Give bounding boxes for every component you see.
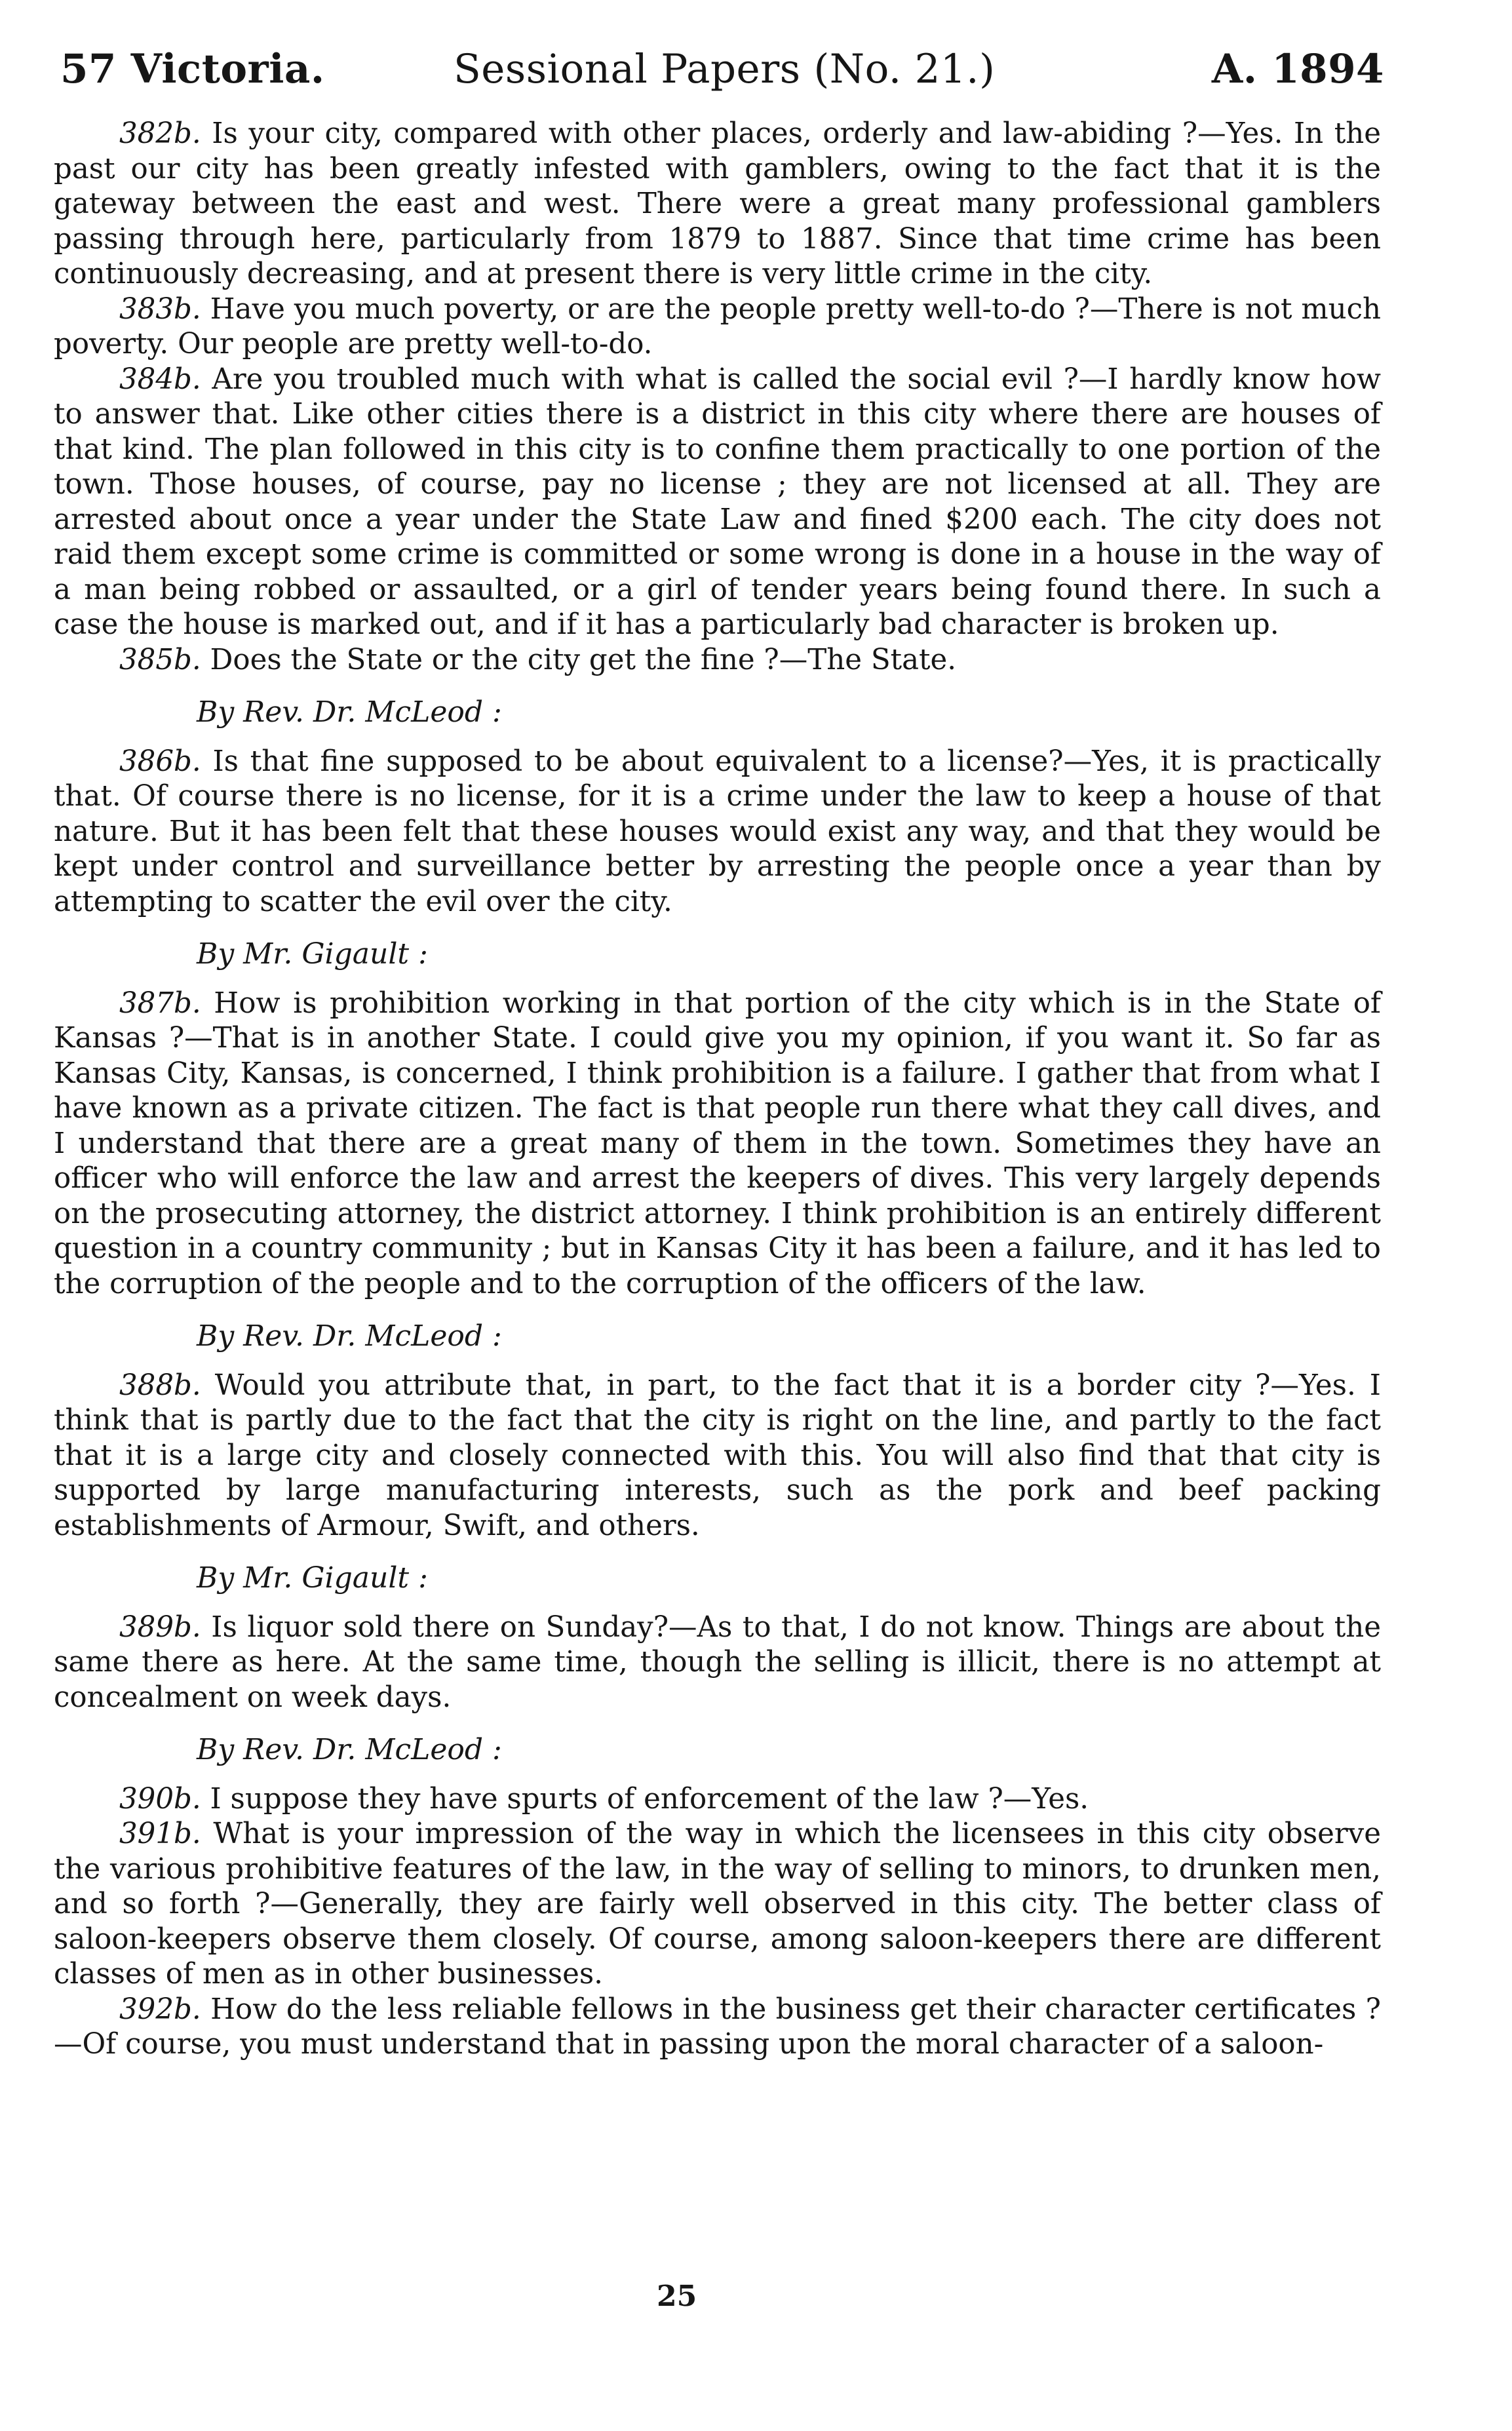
question-text: I suppose they have spurts of enforcement of the law ?—Yes. [201,1782,1089,1816]
document-page [47,39,1384,2399]
question-paragraph [54,745,1381,920]
question-number: 387b. [119,986,201,1020]
question-paragraph [54,362,1381,643]
question-number: 390b. [119,1782,201,1816]
question-paragraph [54,643,1381,678]
question-paragraph [54,1817,1381,1993]
speaker-heading: By Rev. Dr. McLeod : [197,695,502,729]
header-regnal-year: 57 Victoria. [60,46,325,92]
question-number: 386b. [119,745,201,778]
question-paragraph [54,117,1381,292]
running-header [47,39,1384,111]
question-paragraph [54,1993,1381,2063]
speaker-heading: By Mr. Gigault : [197,1561,428,1595]
question-text: Is liquor sold there on Sunday?—As to that, I do not know. Things are about the same there as here. At the same time, though the selling is illicit, there is no attempt at concealment on week days. [54,1610,1381,1714]
header-year: A. 1894 [1211,46,1384,92]
question-text: How is prohibition working in that portion of the city which is in the State of Kansas ?—That is in another State. I could give you my opinion, if you want it. So far as Kansas City, Kansas, is concerned, I think prohibition is a failure. I gather that from what I have known as a private citizen. The fact is that people run there what they call dives, and I understand that there are a great many of them in the town. Sometimes they have an officer who will enforce the law and arrest the keepers of dives. This very largely depends on the prosecuting attorney, the district attorney. I think prohibition is an entirely different question in a country community ; but in Kansas City it has been a failure, and it has led to the corruption of the people and to the corruption of the officers of the law. [54,986,1381,1300]
question-text: Are you troubled much with what is called the social evil ?—I hardly know how to answer that. Like other cities there is a district in this city where there are houses of that kind. The plan followed in this city is to confine them practically to one portion of the town. Those houses, of course, pay no license ; they are not licensed at all. They are arrested about once a year under the State Law and fined $200 each. The city does not raid them except some crime is committed or some wrong is done in a house in the way of a man being robbed or assaulted, or a girl of tender years being found there. In such a case the house is marked out, and if it has a particularly bad character is broken up. [54,362,1381,641]
question-text: What is your impression of the way in which the licensees in this city observe the various prohibitive features of the law, in the way of selling to minors, to drunken men, and so forth ?—Generally, they are fairly well observed in this city. The better class of saloon-keepers observe them closely. Of course, among saloon-keepers there are different classes of men as in other businesses. [54,1818,1381,1991]
question-number: 388b. [119,1369,201,1402]
question-text: Does the State or the city get the fine ?—The State. [201,643,957,676]
speaker-heading: By Mr. Gigault : [197,937,428,971]
question-number: 391b. [119,1818,201,1850]
question-text: How do the less reliable fellows in the business get their character certificates ?—Of course, you must understand that in passing upon the moral character of a saloon- [54,1993,1381,2061]
question-paragraph [54,292,1381,362]
question-text: Would you attribute that, in part, to the fact that it is a border city ?—Yes. I think that is partly due to the fact that the city is right on the line, and partly to the fact that it is a large city and closely connected with this. You will also find that that city is supported by large manufacturing interests, such as the pork and beef packing establishments of Armour, Swift, and others. [54,1369,1381,1542]
question-number: 385b. [119,643,201,676]
question-text: Is your city, compared with other places, orderly and law-abiding ?—Yes. In the past our city has been greatly infested with gamblers, owing to the fact that it is the gateway between the east and west. There were a great many professional gamblers passing through here, particularly from 1879 to 1887. Since that time crime has been continuously decreasing, and at present there is very little crime in the city. [54,117,1381,290]
question-number: 389b. [119,1610,201,1644]
page-number: 25 [657,2280,697,2313]
question-number: 383b. [119,292,201,326]
question-text: Have you much poverty, or are the people pretty well-to-do ?—There is not much poverty. Our people are pretty well-to-do. [54,292,1381,360]
speaker-heading: By Rev. Dr. McLeod : [197,1319,502,1353]
speaker-heading: By Rev. Dr. McLeod : [197,1733,502,1766]
question-paragraph [54,1610,1381,1716]
question-text: Is that fine supposed to be about equivalent to a license?—Yes, it is practically that. Of course there is no license, for it is a crime under the law to keep a house of that nature. But it has been felt that these houses would exist any way, and that they would be kept under control and surveillance better by arresting the people once a year than by attempting to scatter the evil over the city. [54,745,1381,918]
question-paragraph [54,1369,1381,1544]
question-paragraph [54,1782,1381,1818]
question-number: 382b. [119,117,201,150]
question-paragraph [54,986,1381,1302]
question-number: 392b. [119,1993,201,2026]
question-number: 384b. [119,362,201,396]
header-title: Sessional Papers (No. 21.) [454,46,996,92]
document-body [54,117,1381,2063]
